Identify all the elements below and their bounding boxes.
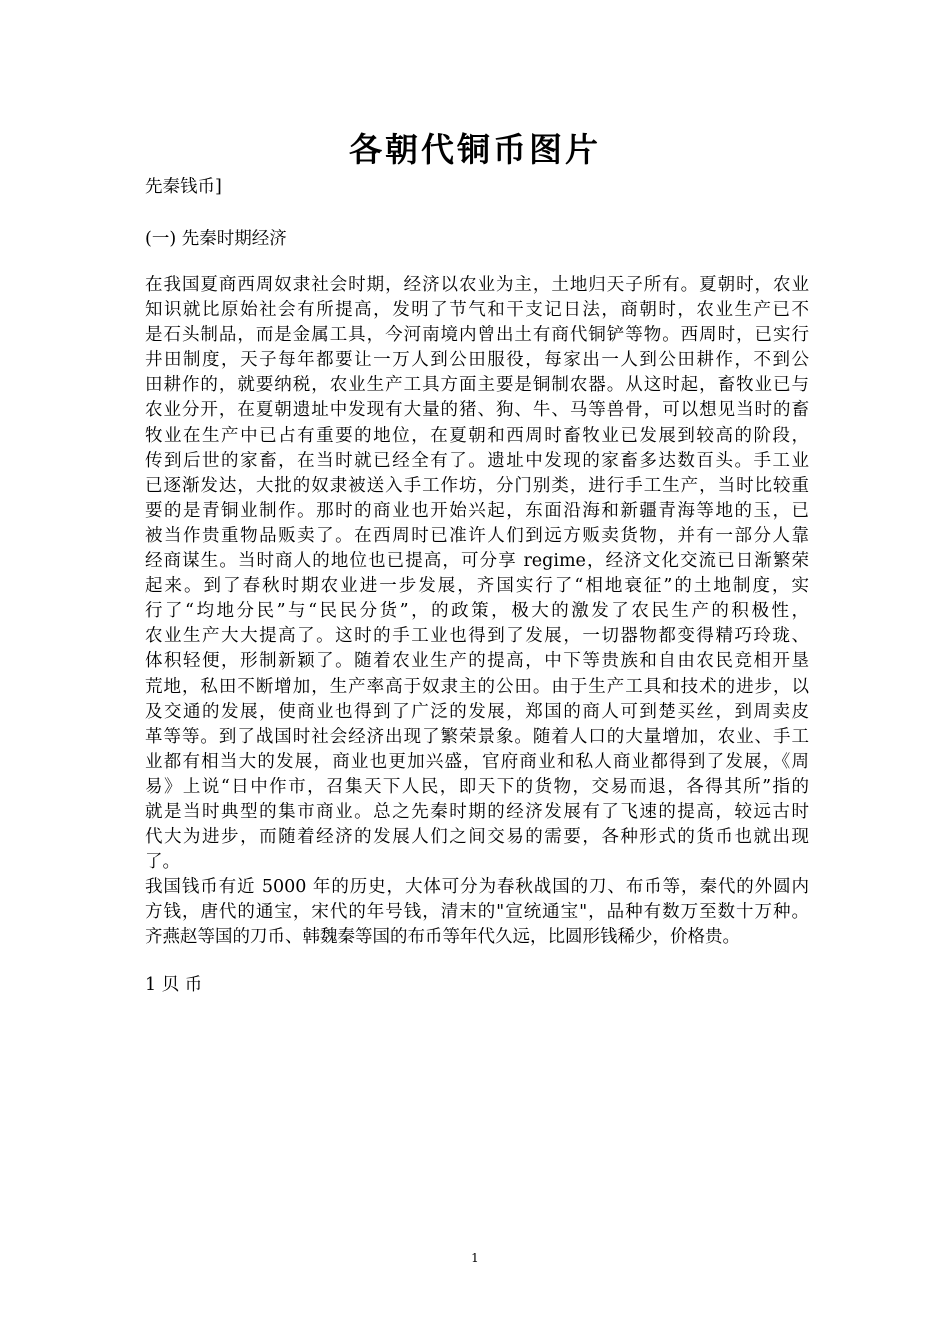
- paragraph-line: 要的是青铜业制作。那时的商业也开始兴起，东面沿海和新疆青海等地的玉，已: [145, 500, 809, 521]
- paragraph-coin-history: [145, 875, 809, 950]
- subheading-pre-qin-coins: 先秦钱币]: [145, 177, 222, 197]
- page-number: 1: [471, 1251, 479, 1265]
- paragraph-line: 是石头制品，而是金属工具，今河南境内曾出土有商代铜铲等物。西周时，已实行: [145, 325, 809, 346]
- paragraph-line: 了。: [145, 852, 180, 873]
- paragraph-line: 方钱，唐代的通宝，宋代的年号钱，清末的"宣统通宝"，品种有数万至数十万种。: [145, 902, 809, 923]
- paragraph-line: 业都有相当大的发展，商业也更加兴盛，官府商业和私人商业都得到了发展，《周: [145, 751, 809, 772]
- paragraph-line: 就是当时典型的集市商业。总之先秦时期的经济发展有了飞速的提高，较远古时: [145, 801, 809, 822]
- paragraph-line: 起来。到了春秋时期农业进一步发展，齐国实行了“相地衰征”的土地制度，实: [145, 576, 809, 597]
- paragraph-line: 体积轻便，形制新颖了。随着农业生产的提高，中下等贵族和自由农民竞相开垦: [145, 651, 809, 672]
- paragraph-line: 农业分开，在夏朝遗址中发现有大量的猪、狗、牛、马等兽骨，可以想见当时的畜: [145, 400, 809, 421]
- paragraph-line: 荒地，私田不断增加，生产率高于奴隶主的公田。由于生产工具和技术的进步，以: [145, 676, 809, 697]
- paragraph-line: 我国钱币有近 5000 年的历史，大体可分为春秋战国的刀、布币等，秦代的外圆内: [145, 877, 809, 898]
- paragraph-line: 知识就比原始社会有所提高，发明了节气和干支记日法，商朝时，农业生产已不: [145, 300, 809, 321]
- paragraph-line: 在我国夏商西周奴隶社会时期，经济以农业为主，土地归天子所有。夏朝时，农业: [145, 275, 809, 295]
- paragraph-line: 被当作贵重物品贩卖了。在西周时已准许人们到远方贩卖货物，并有一部分人靠: [145, 525, 809, 546]
- paragraph-line: 农业生产大大提高了。这时的手工业也得到了发展，一切器物都变得精巧玲珑、: [145, 626, 809, 647]
- paragraph-line: 易》上说“日中作市，召集天下人民，即天下的货物，交易而退，各得其所”指的: [145, 776, 809, 797]
- paragraph-line: 牧业在生产中已占有重要的地位，在夏朝和西周时畜牧业已发展到较高的阶段，: [145, 425, 809, 446]
- paragraph-economy: [145, 273, 809, 875]
- section-heading-shell-money: 1 贝 币: [145, 975, 203, 995]
- paragraph-line: 经商谋生。当时商人的地位也已提高，可分享 regime，经济文化交流已日渐繁荣: [145, 551, 809, 572]
- paragraph-line: 及交通的发展，使商业也得到了广泛的发展，郑国的商人可到楚买丝，到周卖皮: [145, 701, 809, 722]
- body-text: [145, 273, 809, 951]
- paragraph-line: 井田制度，天子每年都要让一万人到公田服役，每家出一人到公田耕作，不到公: [145, 350, 809, 371]
- paragraph-line: 齐燕赵等国的刀币、韩魏秦等国的布币等年代久远，比圆形钱稀少，价格贵。: [145, 927, 740, 948]
- paragraph-line: 革等等。到了战国时社会经济出现了繁荣景象。随着人口的大量增加，农业、手工: [145, 726, 809, 747]
- paragraph-line: 传到后世的家畜，在当时就已经全有了。遗址中发现的家畜多达数百头。手工业: [145, 450, 809, 471]
- document-title: 各朝代铜币图片: [349, 130, 601, 169]
- subheading-pre-qin-economy: (一) 先秦时期经济: [145, 229, 287, 249]
- paragraph-line: 已逐渐发达，大批的奴隶被送入手工作坊，分门别类，进行手工生产，当时比较重: [145, 475, 809, 496]
- paragraph-line: 代大为进步，而随着经济的发展人们之间交易的需要，各种形式的货币也就出现: [145, 827, 809, 848]
- paragraph-line: 田耕作的，就要纳税，农业生产工具方面主要是铜制农器。从这时起，畜牧业已与: [145, 375, 809, 396]
- paragraph-line: 行了“均地分民”与“民民分货”，的政策，极大的激发了农民生产的积极性，: [145, 601, 809, 622]
